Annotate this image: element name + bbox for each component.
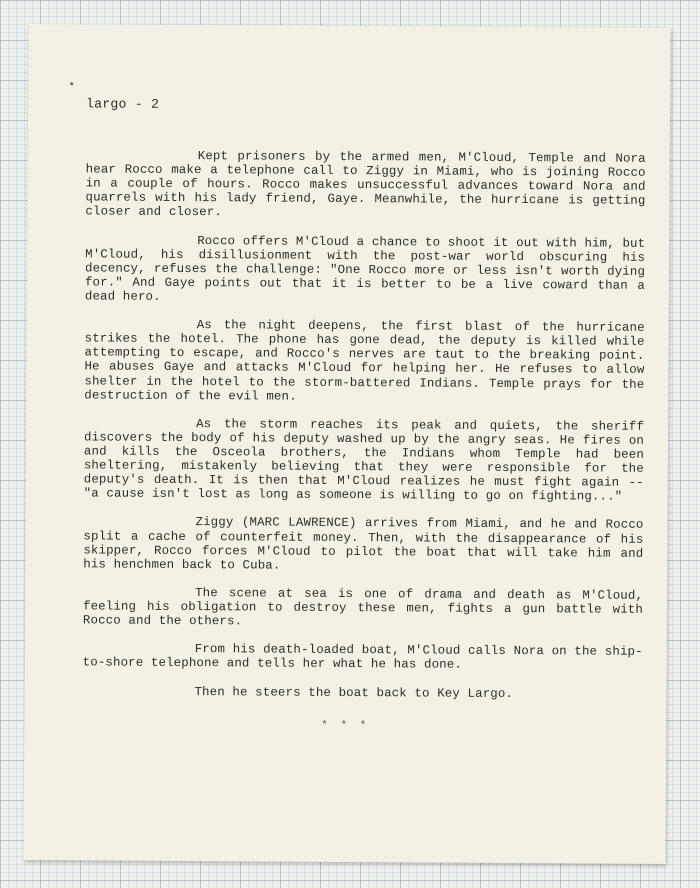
paragraph-1: Kept prisoners by the armed men, M'Cloud, Temple and Nora hear Rocco make a telephone call to Ziggy in Miami, who is joining Rocco in a couple of hours. Rocco makes unsuccessful advances toward Nora and quarrels with his lady friend, Gaye. Meanwhile, the hurricane is getting closer and closer. xyxy=(85,149,646,220)
paragraph-5: Ziggy (MARC LAWRENCE) arrives from Miami, and he and Rocco split a cache of counterfeit money. Then, with the disappearance of his skipper, Rocco forces M'Cloud to pilot the boat that will take him and his henchmen back to Cuba. xyxy=(83,515,644,573)
end-asterisks: * * * xyxy=(321,719,370,733)
paragraph-2: Rocco offers M'Cloud a chance to shoot it out with him, but M'Cloud, his disillusionment with the post-war world obscuring his decency, refuses the challenge: "One Rocco more or less isn't worth dying for." And Gaye points out that it is better to be a live coward than a dead hero. xyxy=(84,233,646,304)
typewritten-page xyxy=(23,24,670,864)
ink-speck xyxy=(70,82,73,85)
synopsis-body xyxy=(82,148,645,715)
paragraph-3: As the night deepens, the first blast of the hurricane strikes the hotel. The phone has gone dead, the deputy is killed while attempting to escape, and Rocco's nerves are taut to the breaking point. He abuses Gaye and attacks M'Cloud for helping her. He refuses to allow shelter in the hotel to the storm-battered Indians. Temple prays for the destruction of the evil men. xyxy=(84,318,645,404)
paragraph-7: From his death-loaded boat, M'Cloud calls Nora on the ship-to-shore telephone and tells her what he has done. xyxy=(82,642,643,673)
paragraph-4: As the storm reaches its peak and quiets, the sheriff discovers the body of his deputy washed up by the angry seas. He fires on and kills the Osceola brothers, the Indians whom Temple had been sheltering, mistakenly believing that they were responsible for the deputy's death. It is then that M'Cloud realizes he must fight again -- "a cause isn't lost as long as someone is willing to go on fighting..." xyxy=(83,416,645,504)
page-header: largo - 2 xyxy=(86,96,160,112)
paragraph-6: The scene at sea is one of drama and death as M'Cloud, feeling his obligation to destroy these men, fights a gun battle with Rocco and the others. xyxy=(82,585,644,629)
paragraph-8: Then he steers the boat back to Key Largo. xyxy=(194,684,514,701)
